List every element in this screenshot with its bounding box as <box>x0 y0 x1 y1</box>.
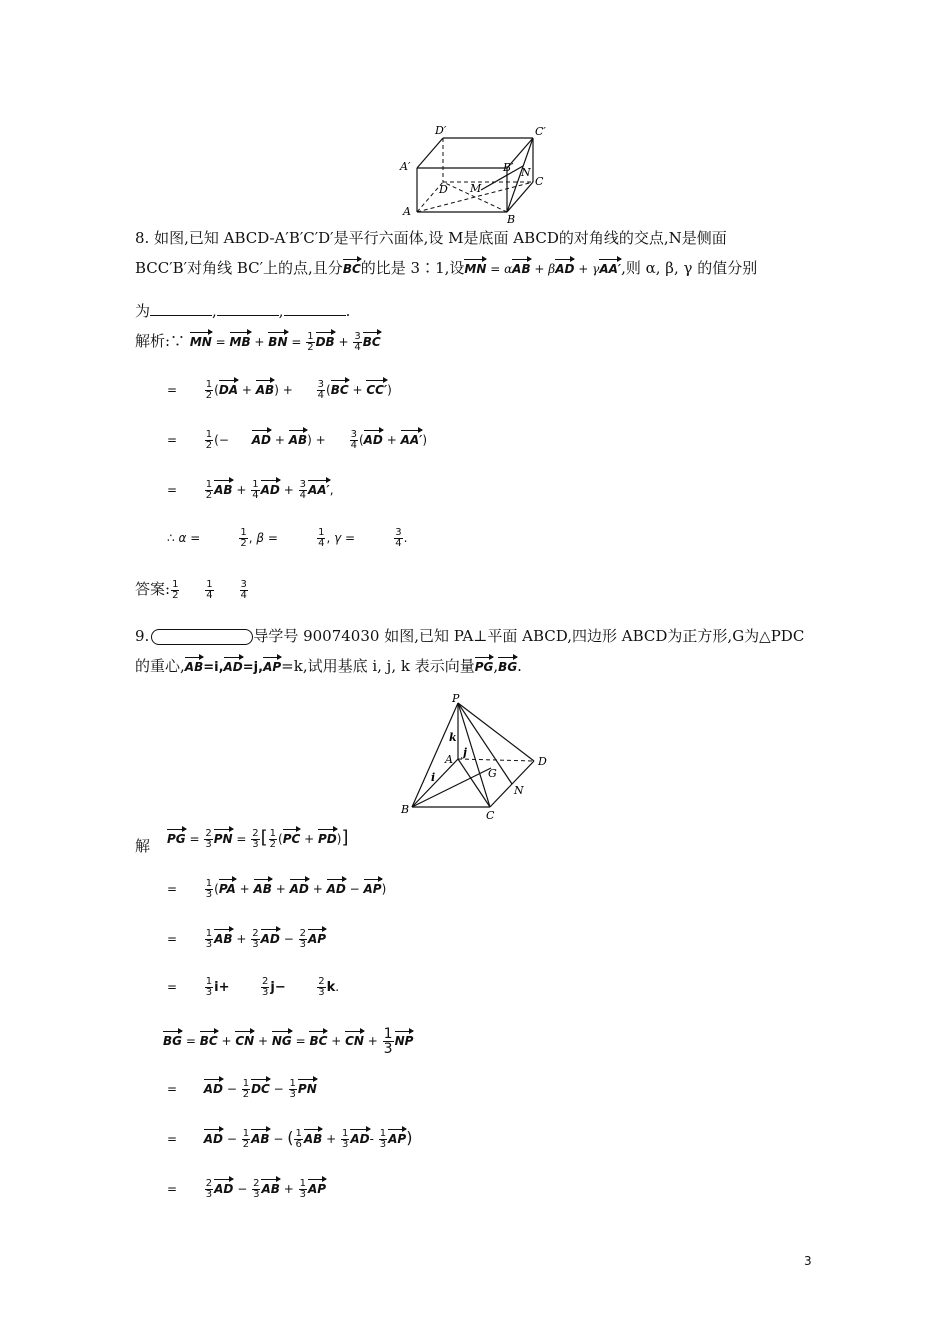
label-N: N <box>514 784 524 797</box>
pyramid-figure <box>398 693 558 823</box>
sol9-line5: = AD − $\frac{1}{2}$ DC − $\frac{1}{3}$ PN <box>167 1078 317 1100</box>
sol8-line1: = $\frac{1}{2}$ (DA + AB) + $\frac{3}{4}$ (BC + CC′) <box>167 379 392 401</box>
sol9-line6: = AD − $\frac{1}{2}$ AB − ( $\frac{1}{6}$ AB + $\frac{1}{3}$ AD- $\frac{1}{3}$ AP) <box>167 1128 413 1150</box>
sol8-line0: 解析:∵ MN = MB + BN = $\frac{1}{2}$ DB + $\frac{3}{4}$ BC <box>135 331 381 353</box>
label-A: A <box>445 753 453 766</box>
label-A-prime: A′ <box>400 160 411 173</box>
label-D: D <box>439 183 448 196</box>
q8-line3: 为 , , . <box>135 302 351 320</box>
sol9-line0: PG = $\frac{2}{3}$ PN = $\frac{2}{3}$ [ $\frac{1}{2}$ (PC + PD)] <box>167 827 349 850</box>
label-j: j <box>463 746 467 759</box>
sol8-answer: 答案: $\frac{1}{2}$ $\frac{1}{4}$ $\frac{3}{4}$ <box>135 578 247 601</box>
label-D: D <box>538 755 547 768</box>
q9-line1: 9. 导学号 90074030 如图,已知 PA⊥平面 ABCD,四边形 ABCD为正方形,G为△PDC <box>135 627 805 645</box>
sol9-line7: = $\frac{2}{3}$ AD − $\frac{2}{3}$ AB + $\frac{1}{3}$ AP <box>167 1178 327 1200</box>
label-G: G <box>488 767 497 780</box>
label-M: M <box>470 182 482 195</box>
sol8-line4: ∴ α = $\frac{1}{2}$ , β = $\frac{1}{4}$ , γ = $\frac{3}{4}$ . <box>167 527 408 549</box>
label-C-prime: C′ <box>535 125 546 138</box>
label-k: k <box>449 731 457 744</box>
sol9-line1: = $\frac{1}{3}$ (PA + AB + AD + AD − AP) <box>167 878 387 900</box>
answer-blank-3 <box>284 315 346 316</box>
page-number: 3 <box>804 1254 812 1268</box>
label-B: B <box>401 803 410 816</box>
q8-line2: BCC′B′对角线 BC′上的点,且分BC的比是 3∶1,设MN = αAB + βAD + γAA′,则 α, β, γ 的值分别 <box>135 259 758 277</box>
label-A: A <box>403 205 411 218</box>
q9-line2: 的重心,AB=i,AD=j,AP=k,试用基底 i, j, k 表示向量PG,BG. <box>135 657 522 675</box>
sol9-line3: = $\frac{1}{3}$ i+ $\frac{2}{3}$ j− $\frac{2}{3}$ k. <box>167 976 340 998</box>
answer-blank-1 <box>150 315 212 316</box>
label-i: i <box>431 771 436 784</box>
sol9-label: 解 <box>135 837 151 855</box>
label-C: C <box>535 175 544 188</box>
answer-blank-2 <box>217 315 279 316</box>
label-C: C <box>486 809 495 822</box>
label-B: B <box>507 213 516 225</box>
parallelepiped-figure <box>395 120 560 225</box>
guide-badge-box <box>151 629 253 645</box>
sol9-line2: = $\frac{1}{3}$ AB + $\frac{2}{3}$ AD − $\frac{2}{3}$ AP <box>167 928 327 950</box>
label-P: P <box>452 693 460 705</box>
sol8-line2: = $\frac{1}{2}$ (− AD + AB) + $\frac{3}{4}$ (AD + AA′) <box>167 429 428 451</box>
sol9-line4: BG = BC + CN + NG = BC + CN + $\frac{1}{3}$ NP <box>163 1026 414 1057</box>
label-N: N <box>521 166 531 179</box>
q8-line1: 8. 如图,已知 ABCD-A′B′C′D′是平行六面体,设 M是底面 ABCD的对角线的交点,N是侧面 <box>135 229 727 247</box>
sol8-line3: = $\frac{1}{2}$ AB + $\frac{1}{4}$ AD + $\frac{3}{4}$ AA′, <box>167 479 334 501</box>
label-B-prime: B′ <box>503 161 514 174</box>
label-D-prime: D′ <box>435 124 447 137</box>
